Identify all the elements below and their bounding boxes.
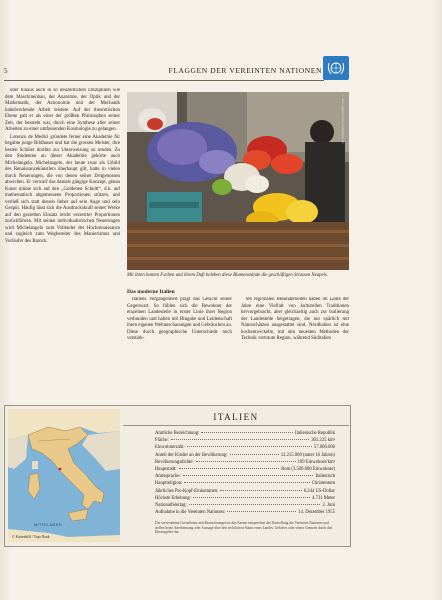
fact-value: Italienisch xyxy=(315,474,335,480)
map-credit: © Kartenbild / Topo Bank xyxy=(12,535,50,539)
fact-value: 14. Dezember 1955 xyxy=(298,510,335,516)
fact-label: Höchste Erhebung: xyxy=(155,495,192,501)
fact-label: Jährliches Pro-Kopf-Einkommen: xyxy=(155,488,219,494)
body-text-middle xyxy=(127,297,232,389)
photo-caption: Mit ihren bunten Farben und ihrem Duft beleben diese Blumenstände die geschäftigen Strassen Neapels. xyxy=(127,273,329,278)
fact-row xyxy=(155,509,335,516)
un-emblem-icon xyxy=(323,56,349,80)
page-number: 5 xyxy=(4,67,8,75)
country-fact-box xyxy=(4,405,351,547)
fact-value: Italienische Republik xyxy=(295,431,335,436)
fact-value: 189 Einwohner/km² xyxy=(297,459,335,465)
flower-market-photo xyxy=(127,92,349,270)
fact-label: Einwohnerzahl: xyxy=(155,445,185,451)
fact-label: Anteil der Kinder an der Bevölkerung: xyxy=(155,452,228,458)
fact-row xyxy=(155,488,335,495)
body-text-right xyxy=(241,297,349,389)
fact-row xyxy=(155,495,335,502)
fact-label: Hauptstadt: xyxy=(155,467,177,473)
italy-map xyxy=(8,409,120,542)
fact-value: 301.225 km² xyxy=(311,438,335,444)
fact-row xyxy=(155,437,335,444)
country-name-heading: ITALIEN xyxy=(123,412,349,426)
fact-value: 6.244 US-Dollar xyxy=(303,488,335,494)
header-title: FLAGGEN DER VEREINTEN NATIONEN xyxy=(168,66,322,75)
fact-label: Amtssprache: xyxy=(155,474,181,480)
fact-value: Christentum xyxy=(311,481,335,487)
fact-value: 12.215.000 (unter 16 Jahren) xyxy=(280,452,335,458)
fact-row xyxy=(155,502,335,509)
fact-row xyxy=(155,444,335,451)
fact-value: 4.731 Meter xyxy=(312,495,335,501)
fact-value: 57.000.000 xyxy=(313,445,335,451)
fact-row xyxy=(155,473,335,480)
italy-map-illustration xyxy=(8,409,120,542)
fact-row xyxy=(155,459,335,466)
fact-list xyxy=(155,430,335,516)
un-wreath-icon xyxy=(326,59,346,78)
page-header xyxy=(4,56,324,81)
paragraph: über hinaus auch in so neuzeitlichen Disziplinen wie dem Maschinenbau, der Anatomie, der Optik und der Mathematik, der Astronomie und der Mechanik bahnbrechende Arbeit leistete. Auf der theoretischen Ebene galt er als einer der größten Philosophen seiner Zeit, der bestrebt war, durch eine Synthese aller seiner Arbeiten zu einer umfassenden Kosmologie zu gelangen. xyxy=(5,88,120,132)
fact-label: Aufnahme in die Vereinten Nationen: xyxy=(155,510,226,516)
body-text-left xyxy=(5,88,120,403)
fact-label: Nationalfeiertag: xyxy=(155,503,187,509)
fact-value: 2. Juni xyxy=(322,503,335,509)
paragraph: Lorenzo de Medici gründete ferner eine Akademie für begabte junge Bildhauer und bat die grossen Meister, ihre besten Schüler dorthin zur Unterweisung zu senden. Zu den Studenten an dieser Akademie gehörte auch Michelangelo. Michelangelo, der heute zwar als Urbild des Renaissancekünstlers überhaupt gilt, hatte in vielen durch Neuerungen, die von denen seiner Zeitgenossen abwichen. Er verwarf das damals gängige Konzept, genau Kunst müsse sich auf den „Goldenen Schnitt“, d.h. auf mathematisch abgemessene Proportionen stützen, und verließ sich statt dessen lieber auf sein Auge und sein Gespür. Häufig lässt sich die Ausdruckskraft seiner Werke auf den gezielten Einsatz leicht verzerrter Proportionen zurückführen. Mit seinen individualistischen Neuerungen wird Michelangelo zum Vollender der Hochrenaissance und zugleich zum Wegbereiter des Manierismus und Vorläufer des Barock. xyxy=(5,134,120,244)
fact-row xyxy=(155,430,335,437)
fact-row xyxy=(155,466,335,473)
photo-credit: © Foto: Agenzia Press, Ruthenberg, Inc. xyxy=(341,94,345,145)
fact-label: Bevölkerungsdichte: xyxy=(155,459,194,465)
fact-label: Amtliche Bezeichnung: xyxy=(155,431,200,436)
fact-value: Rom (3.500.000 Einwohner) xyxy=(281,467,335,473)
sea-label: MITTELMEER xyxy=(34,523,63,527)
section-heading: Das moderne Italien xyxy=(127,289,175,295)
flower-stand-illustration xyxy=(127,92,349,270)
paragraph: ten regionalen Besonderheiten haben im Laufe der Jahre eine Vielfalt von kulturellen Traditionen hervorgebracht, aber gleichzeitig auch zur Isolierung der Landesteile beigetragen, die nur spärlich mit Naturschätzen ausgestattet sind. Nordhalien ist eine hochentwickelte, mit den neuesten Methoden der Technik vertraute Region, während Süditalien xyxy=(241,297,349,341)
map-disclaimer: Die verwendeten Grenzlinien und Bezeichnungen in den Karten entsprechen der Darstellung der Vereinten Nationen und stellen keine Anerkennung oder Aussage über den rechtlichen Status eines Landes, Gebietes oder seiner Grenzen durch den Herausgeber dar. xyxy=(155,521,333,535)
fact-label: Hauptreligion: xyxy=(155,481,183,487)
fact-row xyxy=(155,480,335,487)
fact-row xyxy=(155,452,335,459)
fact-label: Fläche: xyxy=(155,438,169,444)
paragraph: Italiens Vergangenheit prägt das Gesicht seiner Gegenwart. So fühlen sich die Bewohner der einzelnen Landesteile in erster Linie ihrer Region verbunden und halten mit Hingabe und Leidenschaft ihren eigenen Weltanschauungen und Gebräuchen an. Diese durch geographische Unterschiede noch verstärk- xyxy=(127,297,232,341)
